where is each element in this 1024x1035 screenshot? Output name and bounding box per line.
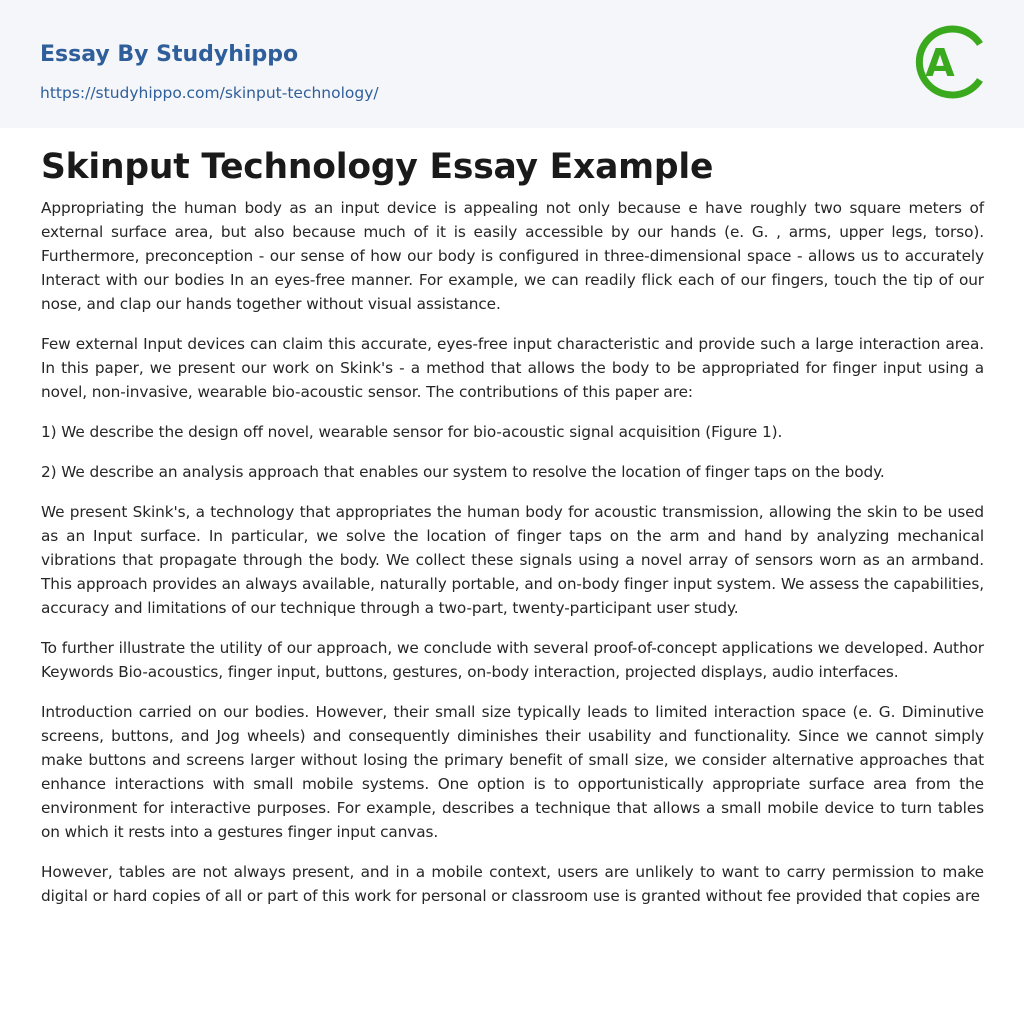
studyhippo-logo-icon[interactable]	[910, 18, 988, 106]
paragraph-2: Few external Input devices can claim this accurate, eyes-free input characteristic and provide such a large interaction area. In this paper, we present our work on Skink's - a method that allows the body to be appropriated for finger input using a novel, non-invasive, wearable bio-acoustic sensor. The contributions of this paper are:	[41, 335, 984, 401]
paragraph-3: 1) We describe the design off novel, wearable sensor for bio-acoustic signal acquisition (Figure 1).	[41, 423, 783, 441]
site-brand[interactable]: Essay By Studyhippo	[40, 42, 299, 67]
paragraph-6: To further illustrate the utility of our approach, we conclude with several proof-of-concept applications we developed. Author Keywords Bio-acoustics, finger input, buttons, gestures, on-body interaction, projected displays, audio interfaces.	[41, 639, 984, 681]
paragraph-8: However, tables are not always present, and in a mobile context, users are unlikely to want to carry permission to make digital or hard copies of all or part of this work for personal or classroom use is granted without fee provided that copies are	[41, 863, 984, 905]
source-url-link[interactable]: https://studyhippo.com/skinput-technology/	[40, 84, 379, 102]
article-content	[0, 128, 1024, 908]
paragraph-1: Appropriating the human body as an input device is appealing not only because e have roughly two square meters of external surface area, but also because much of it is easily accessible by our hands (e. G. , arms, upper legs, torso). Furthermore, preconception - our sense of how our body is configured in three-dimensional space - allows us to accurately Interact with our bodies In an eyes-free manner. For example, we can readily flick each of our fingers, touch the tip of our nose, and clap our hands together without visual assistance.	[41, 199, 984, 313]
paragraph-7: Introduction carried on our bodies. However, their small size typically leads to limited interaction space (e. G. Diminutive screens, buttons, and Jog wheels) and consequently diminishes their usability and functionality. Since we cannot simply make buttons and screens larger without losing the primary benefit of small size, we consider alternative approaches that enhance interactions with small mobile systems. One option is to opportunistically appropriate surface area from the environment for interactive purposes. For example, describes a technique that allows a small mobile device to turn tables on which it rests into a gestures finger input canvas.	[41, 703, 984, 841]
logo-letter: A	[925, 41, 955, 85]
paragraph-4: 2) We describe an analysis approach that enables our system to resolve the location of finger taps on the body.	[41, 463, 885, 481]
site-header	[0, 0, 1024, 128]
paragraph-5: We present Skink's, a technology that appropriates the human body for acoustic transmission, allowing the skin to be used as an Input surface. In particular, we solve the location of finger taps on the arm and hand by analyzing mechanical vibrations that propagate through the body. We collect these signals using a novel array of sensors worn as an armband. This approach provides an always available, naturally portable, and on-body finger input system. We assess the capabilities, accuracy and limitations of our technique through a two-part, twenty-participant user study.	[41, 503, 984, 617]
page-title: Skinput Technology Essay Example	[41, 147, 714, 187]
